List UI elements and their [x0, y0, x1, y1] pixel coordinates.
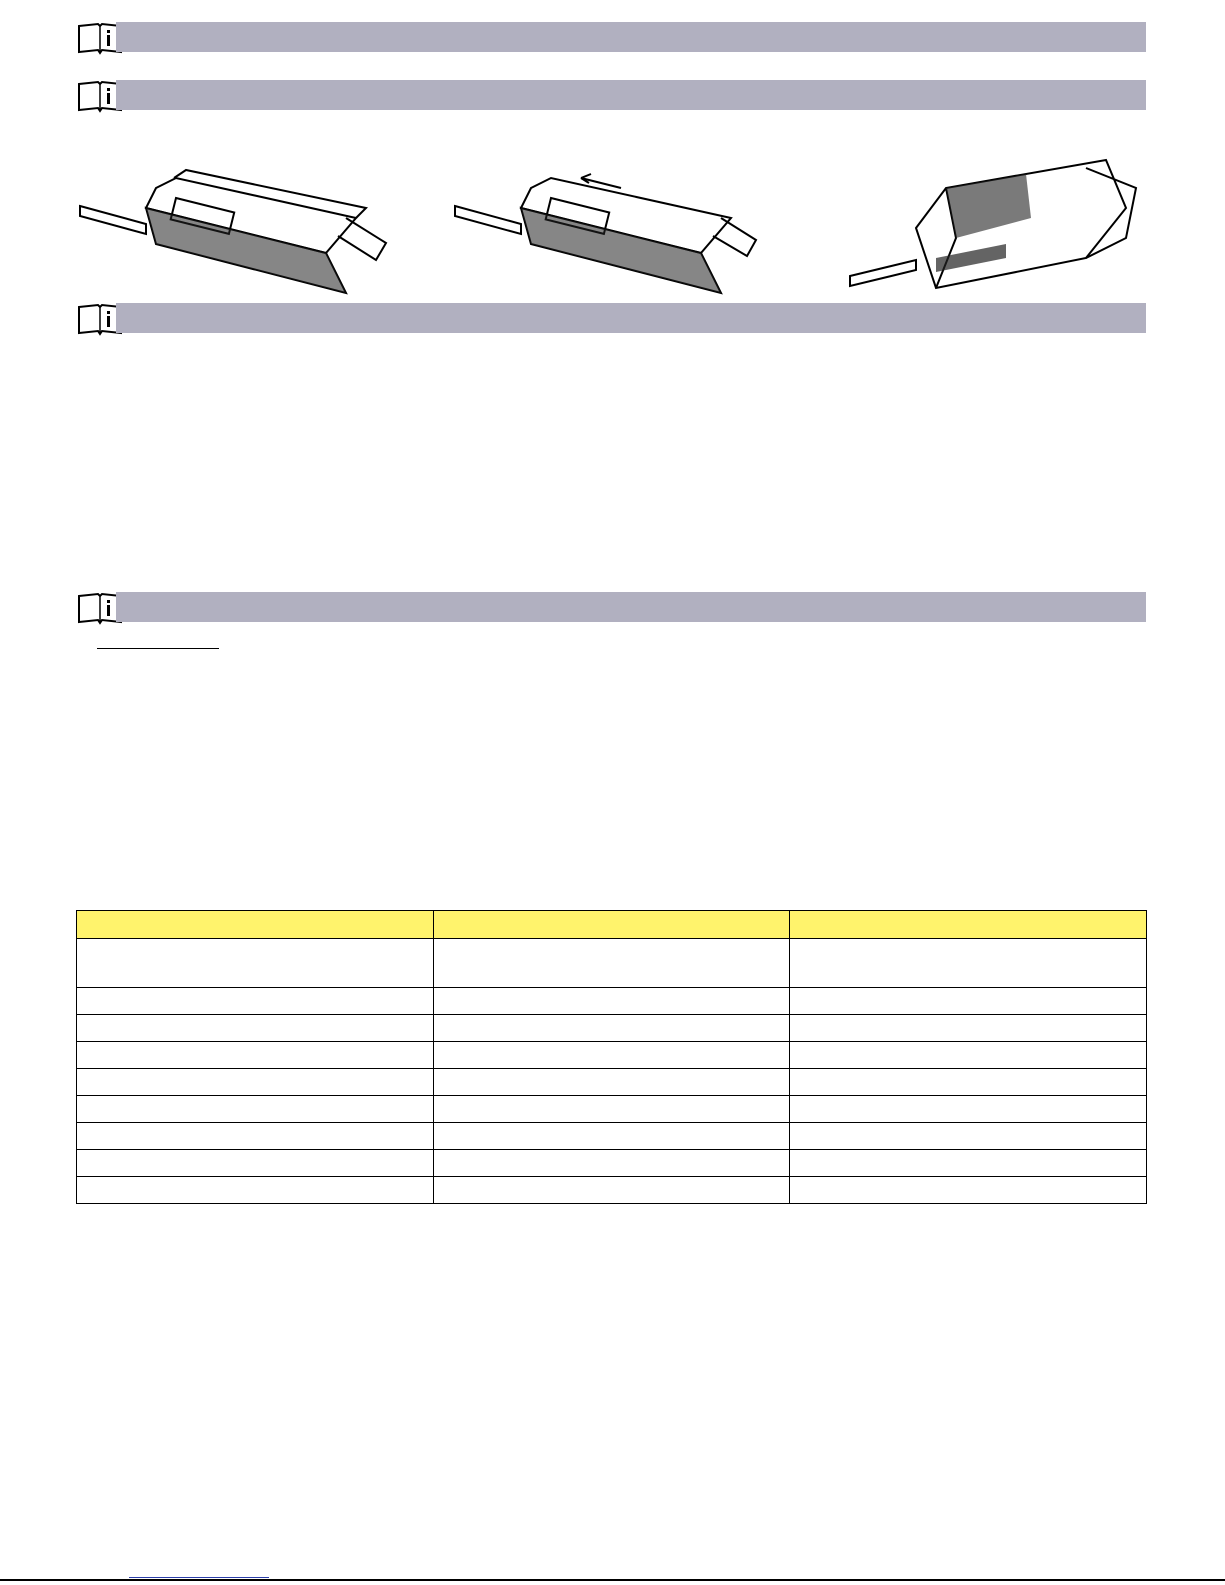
table-header-cell	[433, 911, 790, 939]
table-cell	[790, 1123, 1147, 1150]
note-bar-background	[116, 303, 1146, 333]
table-cell	[790, 988, 1147, 1015]
radio-battery-attached-illustration	[846, 148, 1146, 298]
battery-figures	[76, 148, 1146, 298]
footer-divider	[0, 1579, 1225, 1581]
table-cell	[77, 1015, 434, 1042]
table-cell	[77, 1177, 434, 1204]
table-header-cell	[77, 911, 434, 939]
table-row	[77, 1015, 1147, 1042]
table-row	[77, 988, 1147, 1015]
table-cell	[790, 1042, 1147, 1069]
note-bar-2	[76, 80, 1146, 110]
table-cell	[790, 1177, 1147, 1204]
spec-table	[76, 910, 1147, 1204]
table-cell	[790, 1069, 1147, 1096]
table-row	[77, 1177, 1147, 1204]
note-bar-4	[76, 592, 1146, 622]
table-header-row	[77, 911, 1147, 939]
table-cell	[790, 1015, 1147, 1042]
table-row	[77, 1096, 1147, 1123]
table-cell	[433, 988, 790, 1015]
table-cell	[433, 1177, 790, 1204]
table-cell	[77, 939, 434, 988]
table-cell	[790, 1096, 1147, 1123]
table-cell	[790, 939, 1147, 988]
table-cell	[433, 1042, 790, 1069]
table-cell	[77, 1042, 434, 1069]
table-header-cell	[790, 911, 1147, 939]
table-row	[77, 1042, 1147, 1069]
radio-battery-sliding-illustration	[451, 148, 781, 298]
table-cell	[433, 1150, 790, 1177]
section-link-underline[interactable]	[97, 634, 219, 649]
note-bar-background	[116, 592, 1146, 622]
radio-battery-detached-illustration	[76, 148, 406, 298]
table-row	[77, 1123, 1147, 1150]
table-row	[77, 939, 1147, 988]
table-cell	[433, 1096, 790, 1123]
table-cell	[790, 1150, 1147, 1177]
note-bar-1	[76, 22, 1146, 52]
table-cell	[433, 1123, 790, 1150]
table-cell	[77, 1096, 434, 1123]
table-cell	[433, 1069, 790, 1096]
table-row	[77, 1150, 1147, 1177]
note-bar-background	[116, 80, 1146, 110]
note-bar-3	[76, 303, 1146, 333]
table-cell	[77, 1150, 434, 1177]
table-cell	[77, 1069, 434, 1096]
table-row	[77, 1069, 1147, 1096]
note-bar-background	[116, 22, 1146, 52]
table-cell	[433, 939, 790, 988]
table-cell	[77, 988, 434, 1015]
table-cell	[433, 1015, 790, 1042]
footer-link-underline[interactable]	[129, 1561, 269, 1578]
table-cell	[77, 1123, 434, 1150]
